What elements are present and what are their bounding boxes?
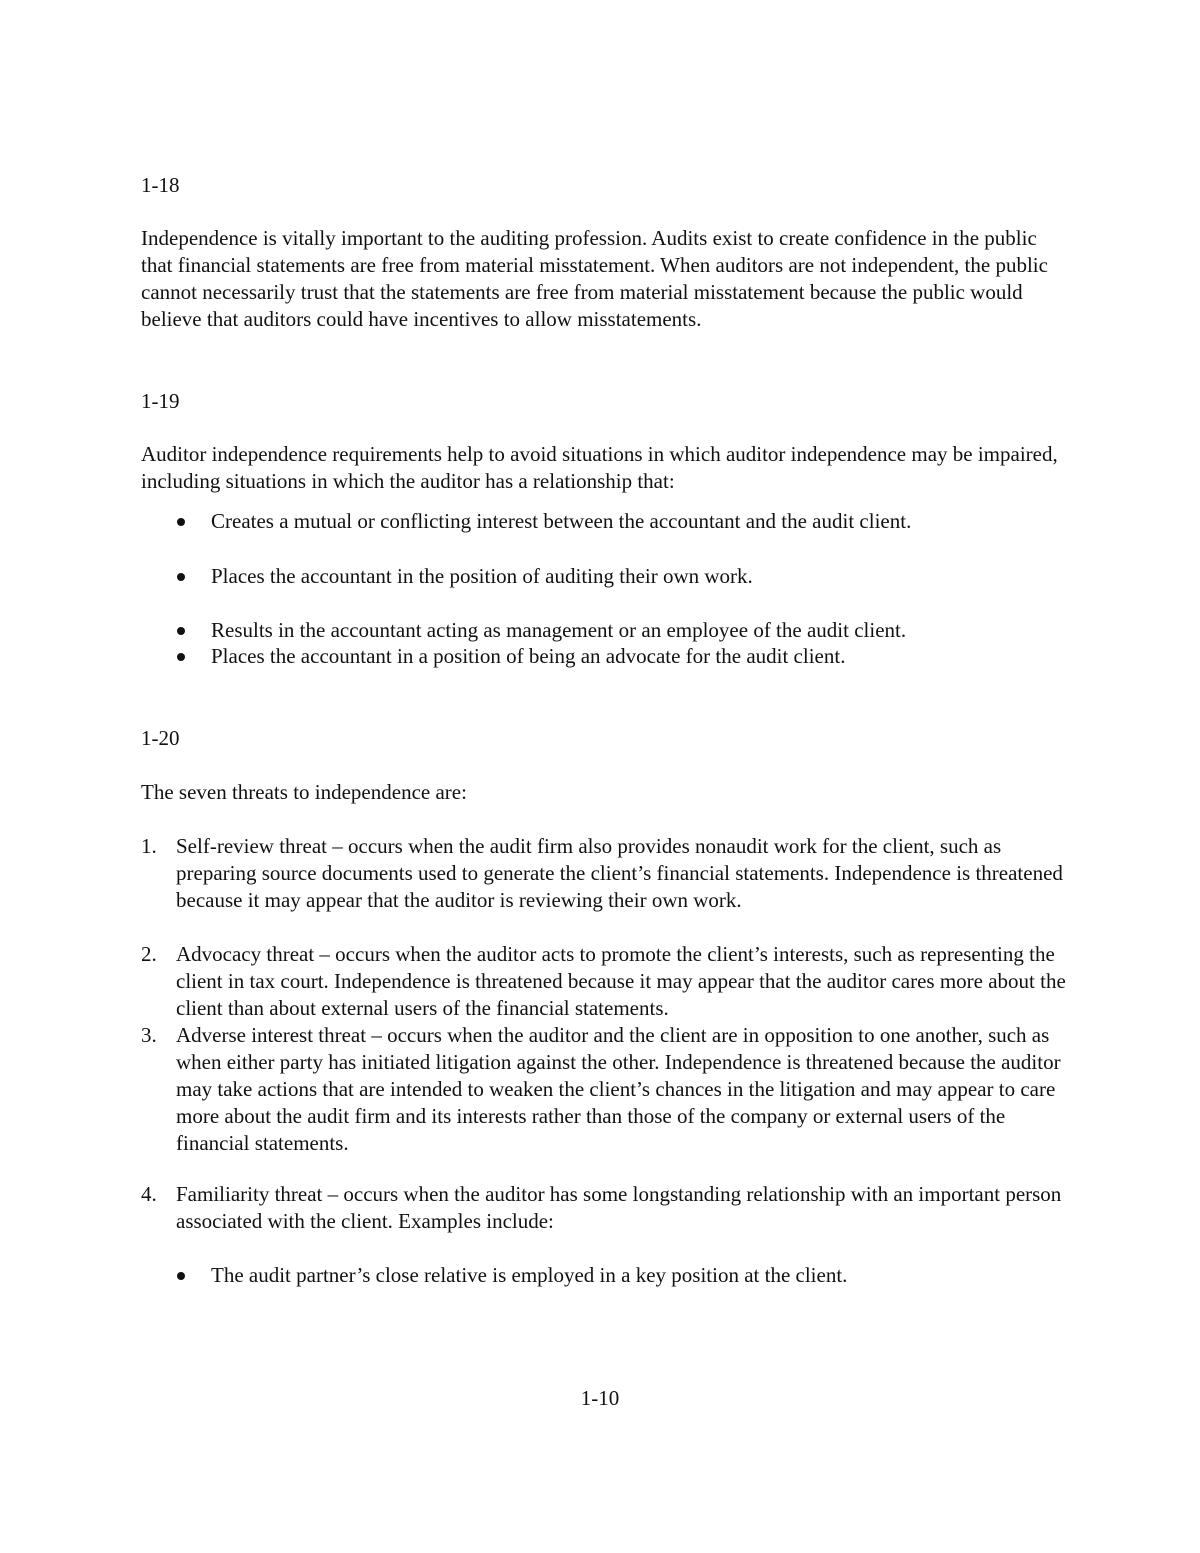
bullet-text: Results in the accountant acting as management or an employee of the audit client. [211,618,907,642]
section-heading-1-19: 1-19 [141,389,180,413]
bullet-text: Places the accountant in a position of being an advocate for the audit client. [211,644,846,668]
item-number: 1. [141,834,157,858]
item-text: Familiarity threat – occurs when the auditor has some longstanding relationship with an important person associated with the client. Examples include: [176,1182,1062,1233]
item-text: Adverse interest threat – occurs when the auditor and the client are in opposition to one another, such as when either party has initiated litigation against the other. Independence is threatened because the auditor may take actions that are intended to weaken the client’s chances in the litigation and may appear to care more about the audit firm and its interests rather than those of the company or external users of the financial statements. [176,1023,1061,1155]
bullet-icon [177,653,185,661]
bullet-icon [177,518,185,526]
bullet-icon [177,573,185,581]
item-number: 3. [141,1023,157,1047]
bullet-icon [177,1272,185,1280]
bullet-text: The audit partner’s close relative is employed in a key position at the client. [211,1263,848,1287]
section-1-20-intro: The seven threats to independence are: [141,780,467,804]
item-number: 2. [141,942,157,966]
section-1-19-intro: Auditor independence requirements help to avoid situations in which auditor independence may be impaired, including situations in which the auditor has a relationship that: [141,442,1058,493]
item-number: 4. [141,1182,157,1206]
item-text: Self-review threat – occurs when the audit firm also provides nonaudit work for the client, such as preparing source documents used to generate the client’s financial statements. Independence is threatened because it may appear that the auditor is reviewing their own work. [176,834,1063,912]
bullet-text: Creates a mutual or conflicting interest between the accountant and the audit client. [211,509,912,533]
item-text: Advocacy threat – occurs when the auditor acts to promote the client’s interests, such as representing the client in tax court. Independence is threatened because it may appear that the auditor cares more about the client than about external users of the financial statements. [176,942,1066,1020]
section-heading-1-18: 1-18 [141,173,180,197]
section-1-18-paragraph: Independence is vitally important to the auditing profession. Audits exist to create confidence in the public that financial statements are free from material misstatement. When auditors are not independent, the public cannot necessarily trust that the statements are free from material misstatement because the public would believe that auditors could have incentives to allow misstatements. [141,226,1048,331]
page-number: 1-10 [580,1386,620,1410]
bullet-icon [177,627,185,635]
section-heading-1-20: 1-20 [141,726,180,750]
bullet-text: Places the accountant in the position of auditing their own work. [211,564,753,588]
